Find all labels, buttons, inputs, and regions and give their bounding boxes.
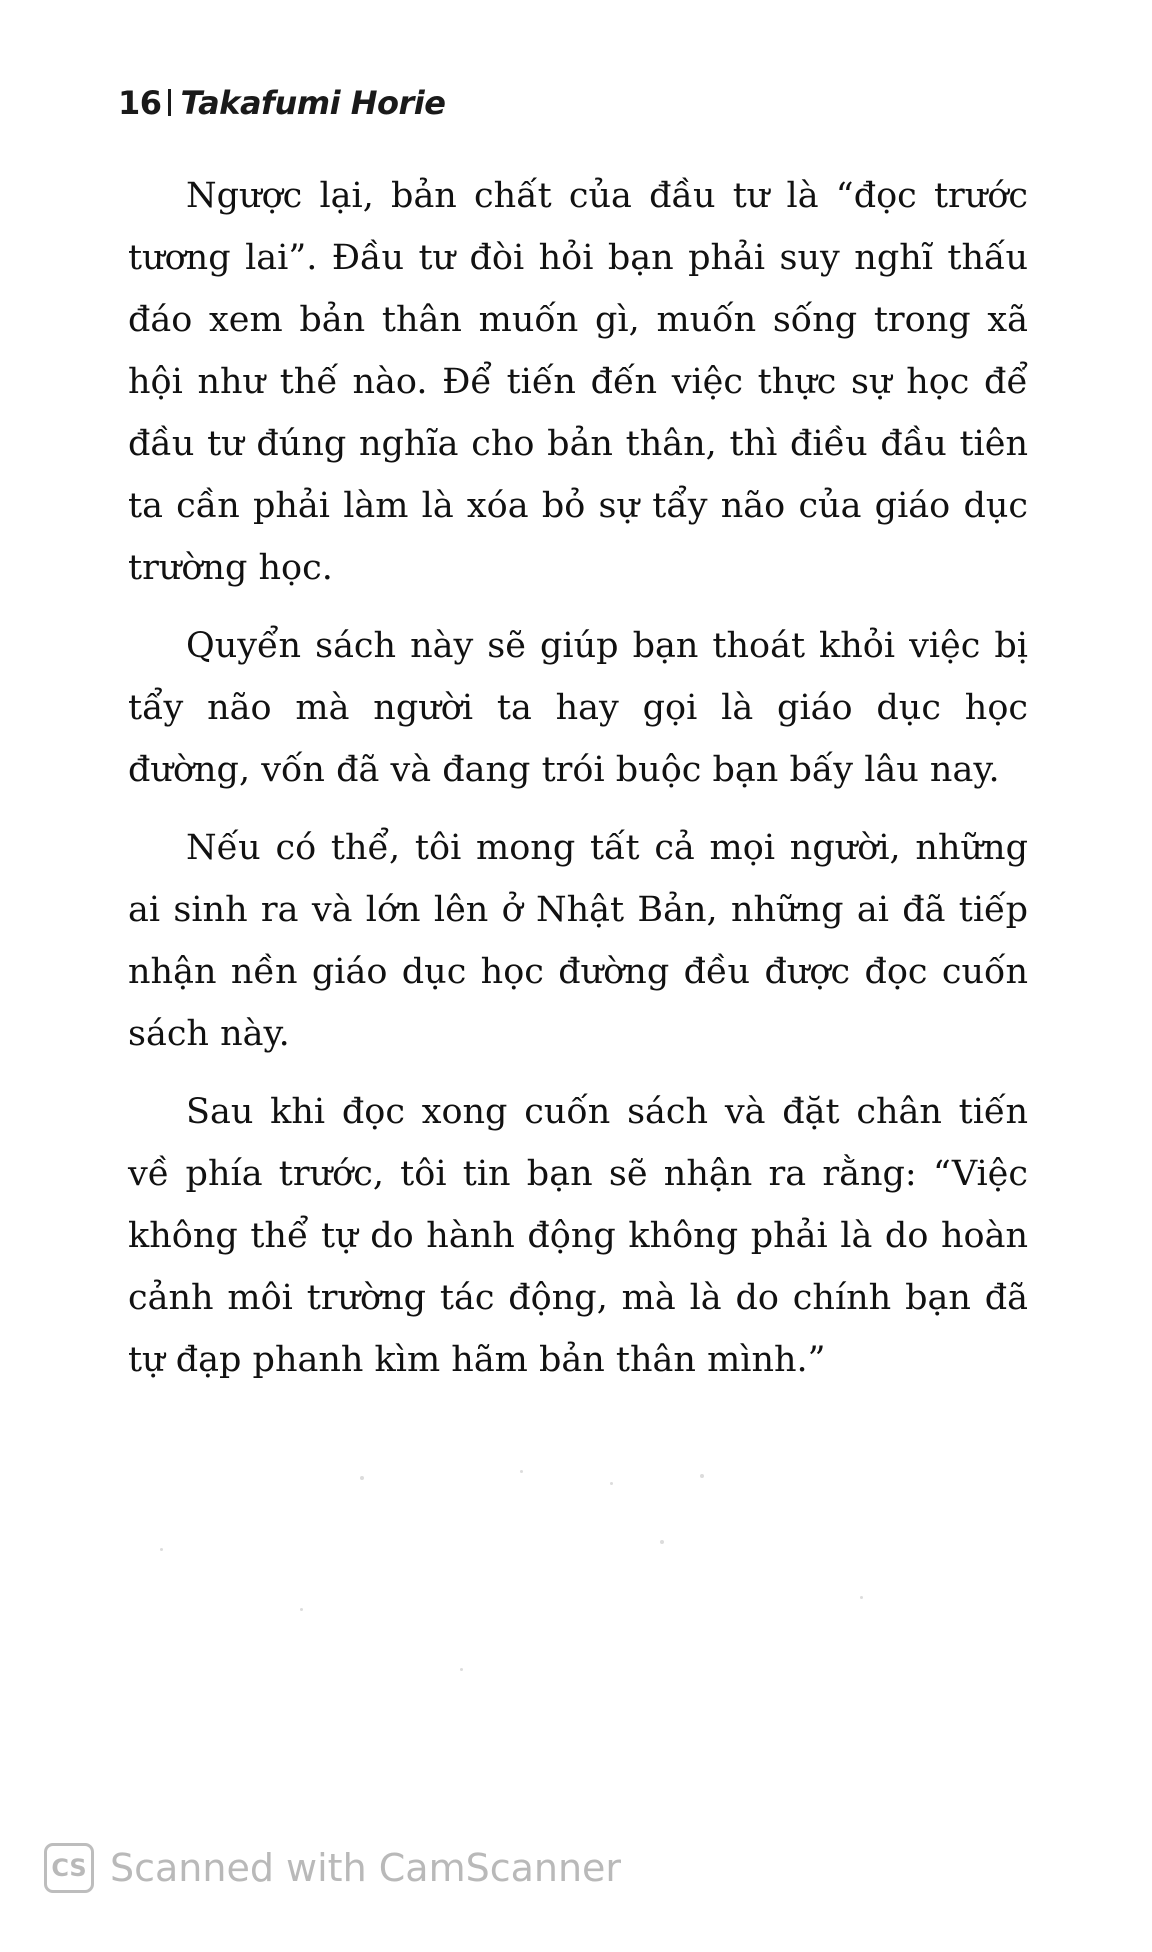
scan-speckle: [700, 1474, 704, 1478]
paragraph-3: Nếu có thể, tôi mong tất cả mọi người, những ai sinh ra và lớn lên ở Nhật Bản, những ai đã tiếp nhận nền giáo dục học đường đều được đọc cuốn sách này.: [128, 828, 1028, 1054]
scan-speckle: [660, 1540, 664, 1544]
running-header: [118, 84, 445, 122]
scan-speckle: [360, 1476, 364, 1480]
paragraph-4: Sau khi đọc xong cuốn sách và đặt chân tiến về phía trước, tôi tin bạn sẽ nhận ra rằng: “Việc không thể tự do hành động không phải là do hoàn cảnh môi trường tác động, mà là do chính bạn đã tự đạp phanh kìm hãm bản thân mình.”: [128, 1092, 1028, 1380]
scan-speckle: [860, 1596, 863, 1599]
scan-speckle: [520, 1470, 523, 1473]
page-number: 16: [118, 84, 162, 122]
header-author: Takafumi Horie: [180, 84, 446, 122]
paragraph-2: Quyển sách này sẽ giúp bạn thoát khỏi việc bị tẩy não mà người ta hay gọi là giáo dục học đường, vốn đã và đang trói buộc bạn bấy lâu nay.: [128, 626, 1028, 790]
scan-speckle: [460, 1668, 463, 1671]
header-separator: [168, 89, 171, 116]
watermark-text: Scanned with CamScanner: [110, 1846, 622, 1890]
scan-speckle: [300, 1608, 303, 1611]
camscanner-watermark: [44, 1843, 621, 1893]
camscanner-logo-icon: CS: [44, 1843, 94, 1893]
paragraph-1: Ngược lại, bản chất của đầu tư là “đọc trước tương lai”. Đầu tư đòi hỏi bạn phải suy nghĩ thấu đáo xem bản thân muốn gì, muốn sống trong xã hội như thế nào. Để tiến đến việc thực sự học để đầu tư đúng nghĩa cho bản thân, thì điều đầu tiên ta cần phải làm là xóa bỏ sự tẩy não của giáo dục trường học.: [128, 176, 1028, 588]
body-text: [128, 165, 1028, 1407]
scan-speckle: [610, 1482, 613, 1485]
scan-speckle: [160, 1548, 163, 1551]
